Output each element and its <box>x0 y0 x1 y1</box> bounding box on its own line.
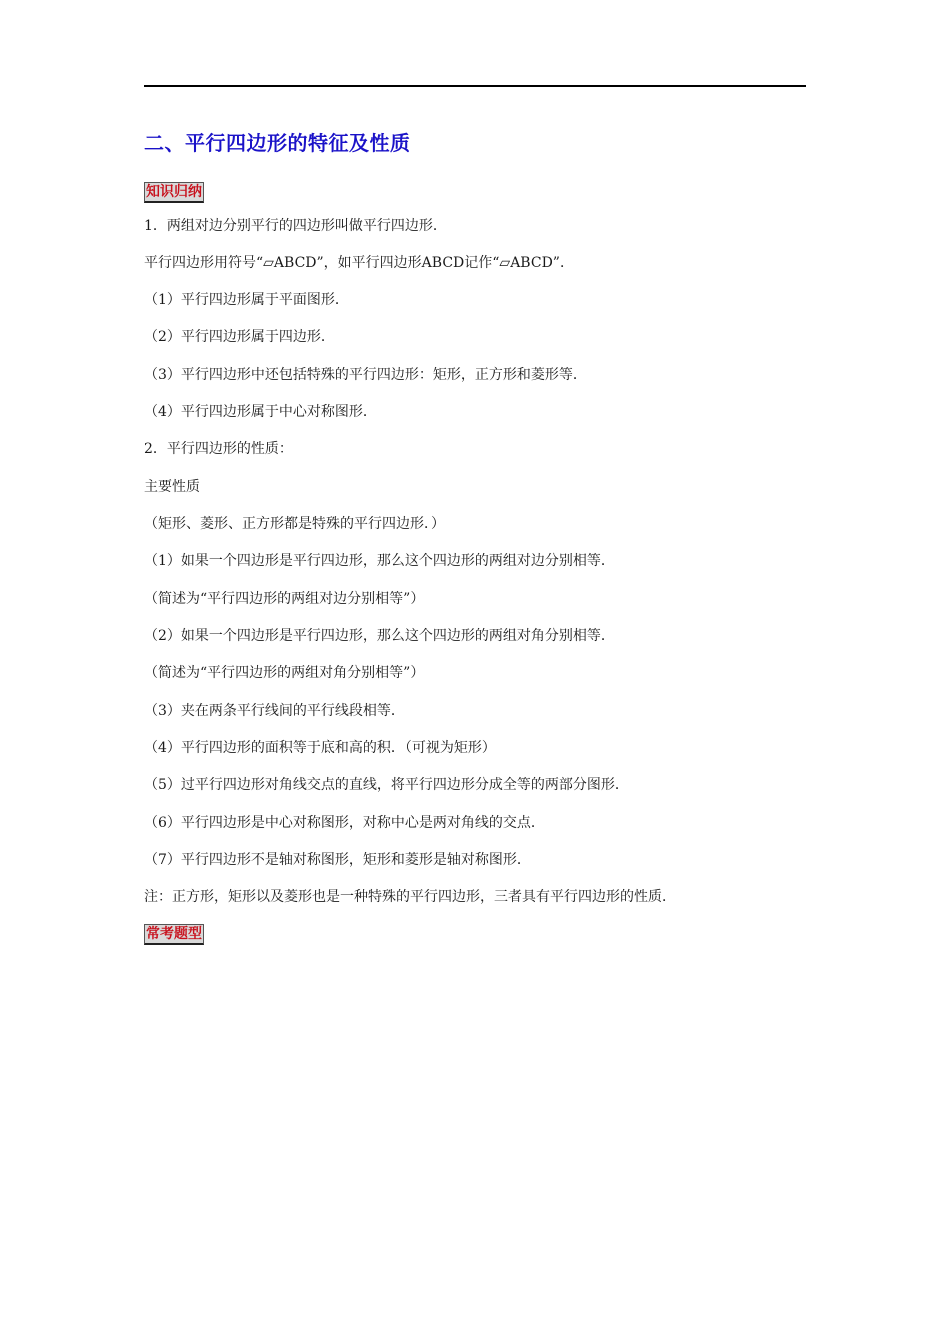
property-6: （6）平行四边形是中心对称图形，对称中心是两对角线的交点． <box>144 815 545 831</box>
properties-heading: 2．平行四边形的性质： <box>144 441 293 457</box>
property-2: （2）如果一个四边形是平行四边形，那么这个四边形的两组对角分别相等． <box>144 628 615 644</box>
property-1: （1）如果一个四边形是平行四边形，那么这个四边形的两组对边分别相等． <box>144 553 615 569</box>
property-note-1: （1）平行四边形属于平面图形． <box>144 292 349 308</box>
property-note-2: （2）平行四边形属于四边形． <box>144 329 335 345</box>
common-question-types-tag: 常考题型 <box>144 924 204 945</box>
property-note-4: （4）平行四边形属于中心对称图形． <box>144 404 377 420</box>
property-1-summary: （简述为“平行四边形的两组对边分别相等”） <box>144 591 425 607</box>
definition-line: 1．两组对边分别平行的四边形叫做平行四边形． <box>144 218 447 234</box>
property-4: （4）平行四边形的面积等于底和高的积．（可视为矩形） <box>144 740 496 756</box>
header-rule <box>144 85 806 87</box>
property-5: （5）过平行四边形对角线交点的直线，将平行四边形分成全等的两部分图形． <box>144 777 629 793</box>
notation-line: 平行四边形用符号“▱ABCD”，如平行四边形ABCD记作“▱ABCD”． <box>144 255 574 271</box>
knowledge-summary-tag: 知识归纳 <box>144 182 204 203</box>
property-note-3: （3）平行四边形中还包括特殊的平行四边形：矩形，正方形和菱形等． <box>144 367 587 383</box>
section-title: 二、平行四边形的特征及性质 <box>144 131 411 155</box>
main-properties-label: 主要性质 <box>144 479 200 495</box>
property-2-summary: （简述为“平行四边形的两组对角分别相等”） <box>144 665 425 681</box>
special-cases-note: （矩形、菱形、正方形都是特殊的平行四边形．） <box>144 516 445 532</box>
property-3: （3）夹在两条平行线间的平行线段相等． <box>144 703 405 719</box>
property-7: （7）平行四边形不是轴对称图形，矩形和菱形是轴对称图形． <box>144 852 531 868</box>
footnote: 注：正方形，矩形以及菱形也是一种特殊的平行四边形，三者具有平行四边形的性质． <box>144 889 676 905</box>
